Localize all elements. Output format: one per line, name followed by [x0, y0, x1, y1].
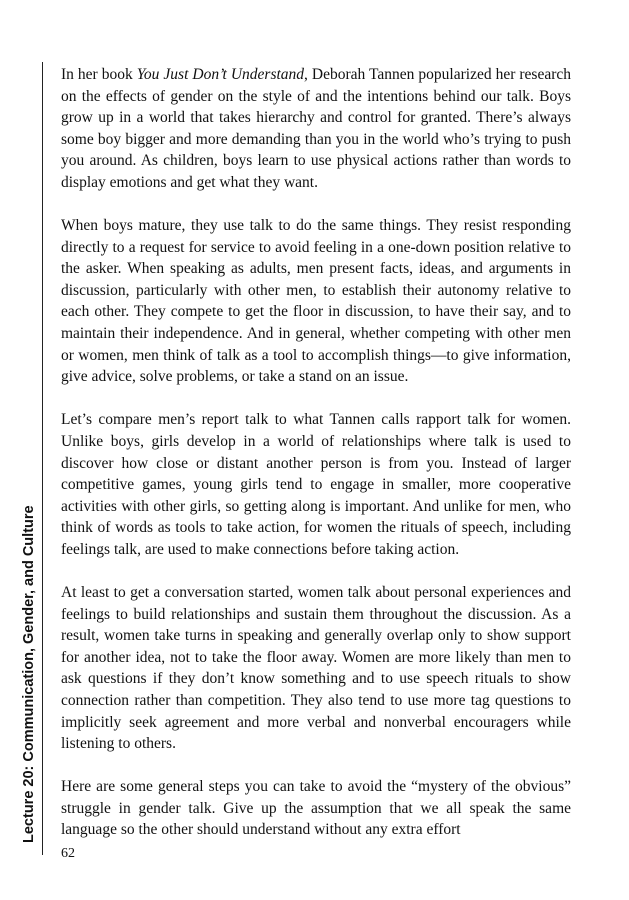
- paragraph-1-suffix: , Deborah Tannen popularized her research on the effects of gender on the style of and the intentions behind our talk. Boys grow up in a world that takes hierarchy and control for granted. There’s always some boy bigger and more demanding than you in the world who’s trying to push you around. As children, boys learn to use physical actions rather than words to display emotions and get what they want.: [61, 66, 572, 191]
- paragraph-1: [61, 64, 571, 194]
- paragraph-2: When boys mature, they use talk to do the same things. They resist responding directly to a request for service to avoid feeling in a one-down position relative to the asker. When speaking as adults, men present facts, ideas, and arguments in discussion, particularly with other men, to establish their autonomy relative to each other. They compete to get the floor in discussion, to have their say, and to maintain their independence. And in general, whether competing with other men or women, men think of talk as a tool to accomplish things—to give information, give advice, solve problems, or take a stand on an issue.: [61, 217, 571, 386]
- page-number: 62: [61, 846, 75, 861]
- paragraph-5: Here are some general steps you can take to avoid the “mystery of the obvious” struggle in gender talk. Give up the assumption that we all speak the same language so the other should understand without any extra effort: [61, 778, 571, 839]
- margin-rule: [42, 62, 43, 855]
- paragraph-1-prefix: In her book: [61, 66, 137, 83]
- lecture-title-sidebar: Lecture 20: Communication, Gender, and Culture: [21, 505, 37, 843]
- body-text: [61, 64, 571, 863]
- book-title: You Just Don’t Understand: [136, 66, 305, 83]
- paragraph-4: At least to get a conversation started, women talk about personal experiences and feelings to build relationships and sustain them throughout the discussion. As a result, women take turns in speaking and generally overlap only to show support for another idea, not to take the floor away. Women are more likely than men to ask questions if they don’t know something and to use speech rituals to show connection rather than competition. They also tend to use more tag questions to implicitly seek agreement and more verbal and nonverbal encouragers while listening to others.: [61, 583, 571, 753]
- paragraph-3: Let’s compare men’s report talk to what Tannen calls rapport talk for women. Unlike boys, girls develop in a world of relationships where talk is used to discover how close or distant another person is from you. Instead of larger competitive games, young girls tend to engage in smaller, more cooperative activities with other girls, so getting along is important. And unlike for men, who think of words as tools to take action, for women the rituals of speech, including feelings talk, are used to make connections before taking action.: [61, 411, 571, 558]
